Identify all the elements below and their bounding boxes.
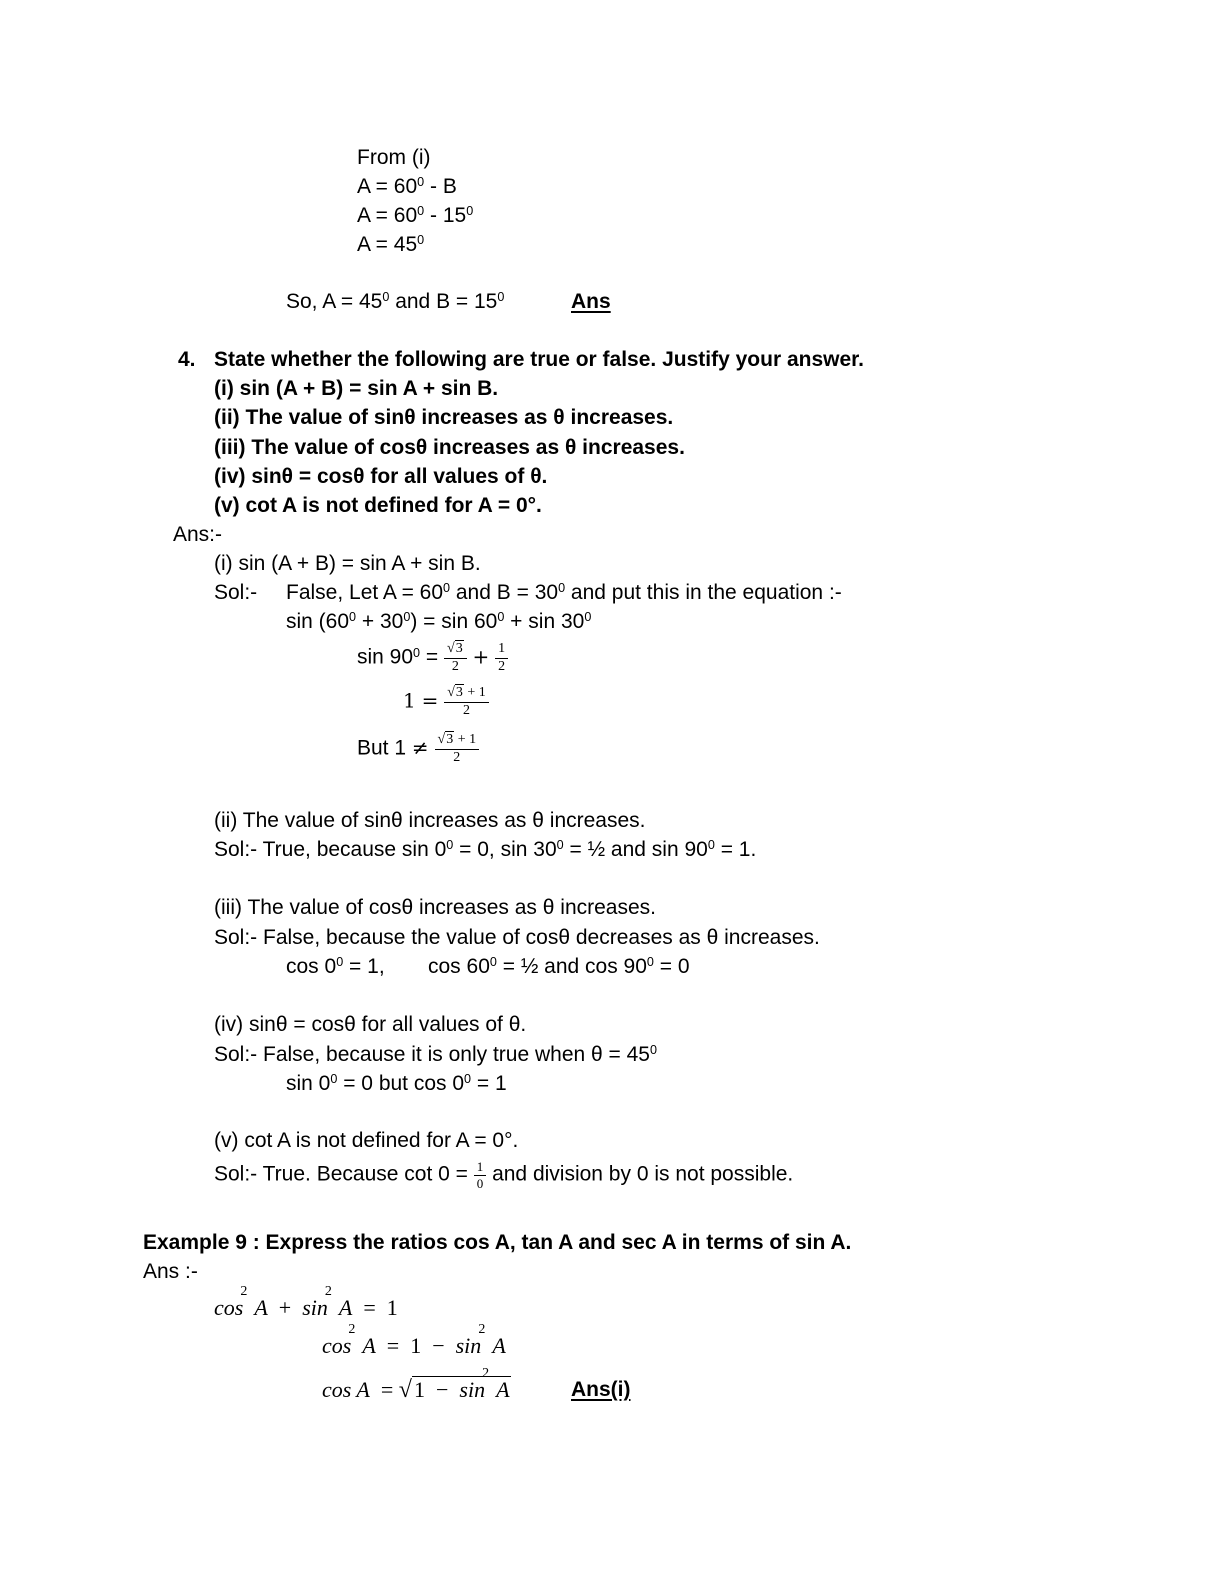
part-i-step3: 1 = $\frac{√3 + 1}{2}$ <box>403 686 489 718</box>
ans-label: Ans <box>571 290 611 313</box>
from-i-label: From (i) <box>357 146 431 169</box>
equation-line: $A = 60^0 - 15^0$ <box>357 204 474 227</box>
question-item: (iii) The value of cosθ increases as θ increases. <box>214 436 685 459</box>
fraction-sqrt3-plus-1-over-2: $\frac{√3 + 1}{2}$ <box>444 686 489 718</box>
question-item: (iv) sinθ = cosθ for all values of θ. <box>214 465 548 488</box>
ans-i-label: Ans(i) <box>571 1378 631 1401</box>
part-v-solution: Sol:- True. Because cot 0 = $\frac{1}{0}$ and division by 0 is not possible. <box>214 1159 794 1191</box>
part-i-step1: $\sin (60^0 + 30^0) = \sin 60^0 + \sin 30^0$ <box>286 610 592 633</box>
fraction-sqrt3-over-2: $\frac{√3}{2}$ <box>444 642 467 674</box>
part-i-solution: False, Let $A = 60^0$ and $B = 30^0$ and put this in the equation :- <box>286 581 842 604</box>
part-iv-solution: Sol:- False, because it is only true when $\theta = 45^0$ <box>214 1043 658 1066</box>
part-iii-question: (iii) The value of cosθ increases as θ increases. <box>214 896 656 919</box>
part-v-question: (v) cot A is not defined for A = 0°. <box>214 1129 519 1152</box>
part-i-step4: But 1 ≠ $\frac{√3 + 1}{2}$ <box>357 733 479 765</box>
question-title: State whether the following are true or false. Justify your answer. <box>214 348 864 371</box>
cos-squared-line: cos 2 A = 1 − sin 2 A <box>322 1322 506 1358</box>
part-iii-example-b: $\cos 60^0$ = ½ and $\cos 90^0 = 0$ <box>428 955 690 978</box>
fraction-1-over-2: $\frac{1}{2}$ <box>495 642 508 674</box>
part-i-question: (i) sin (A + B) = sin A + sin B. <box>214 552 481 575</box>
cos-a-line: cos A = √1 − sin 2 A <box>322 1366 510 1403</box>
example-9-title: Example 9 : Express the ratios cos A, tan A and sec A in terms of sin A. <box>143 1231 852 1254</box>
part-iv-example: $\sin 0^0 = 0$ but $\cos 0^0 = 1$ <box>286 1072 507 1095</box>
part-iii-example-a: $\cos 0^0 = 1$, <box>286 955 385 978</box>
equation-line: $A = 60^0 - B$ <box>357 175 457 198</box>
question-item: (i) sin (A + B) = sin A + sin B. <box>214 377 499 400</box>
part-iv-question: (iv) sinθ = cosθ for all values of θ. <box>214 1013 527 1036</box>
part-iii-solution: Sol:- False, because the value of cosθ decreases as θ increases. <box>214 926 820 949</box>
answer-label: Ans:- <box>173 523 223 546</box>
fraction-sqrt3-plus-1-over-2: $\frac{√3 + 1}{2}$ <box>435 733 480 765</box>
result-line: So, $A = 45^0$ and $B = 15^0$ <box>286 290 505 313</box>
example-9-ans-label: Ans :- <box>143 1260 198 1283</box>
part-ii-question: (ii) The value of sinθ increases as θ increases. <box>214 809 646 832</box>
part-i-step2: $\sin 90^0$ = $\frac{√3}{2}$ + $\frac{1}{2}$ <box>357 642 508 674</box>
question-item: (v) cot A is not defined for A = 0°. <box>214 494 542 517</box>
identity-line: cos 2 A + sin 2 A = 1 <box>214 1284 398 1320</box>
question-item: (ii) The value of sinθ increases as θ increases. <box>214 406 674 429</box>
equation-line: $A = 45^0$ <box>357 233 425 256</box>
question-number: 4. <box>178 348 196 371</box>
part-ii-solution: Sol:- True, because $\sin 0^0 = 0$, $\sin 30^0$ = ½ and $\sin 90^0 = 1$. <box>214 838 757 861</box>
fraction-1-over-0: $\frac{1}{0}$ <box>474 1160 487 1190</box>
sol-label: Sol:- <box>214 581 258 604</box>
